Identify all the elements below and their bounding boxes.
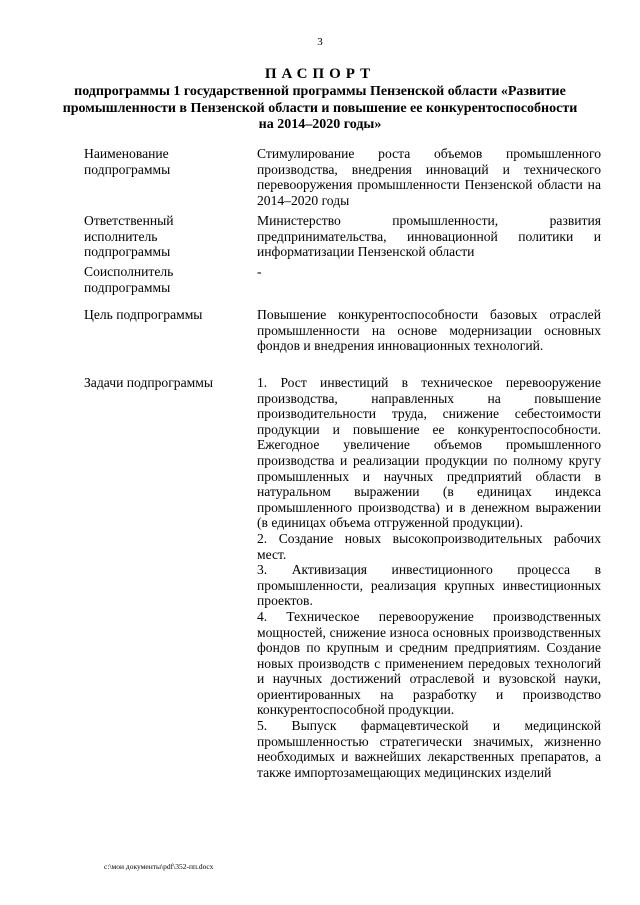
row-label: Цель подпрограммы (84, 307, 203, 322)
subtitle-line-1: подпрограммы 1 государственной программы Пензенской области (74, 84, 498, 99)
page-number: 3 (317, 36, 323, 48)
footer-file-path: c:\мои документы\pdf\352-пп.docx (104, 862, 214, 871)
row-value: Министерство промышленности, развития предпринимательства, инновационной политики и информатизации Пензенской области (257, 213, 601, 260)
subtitle-line-3: конкурентоспособности на 2014–2020 годы» (258, 100, 578, 132)
row-label: Наименование подпрограммы (84, 146, 171, 177)
task-item: 4. Техническое перевооружение производственных мощностей, снижение износа основных производственных фондов по крупным и средним предприятиям. Создание новых производств с применением передовых технологий и научных достижений отраслевой и вузовской науки, ориентированных на разработку и производство конкурентоспособной продукции. (257, 608, 601, 718)
row-value: Стимулирование роста объемов промышленного производства, внедрения инноваций и технического перевооружения промышленности Пензенской области на 2014–2020 годы (257, 146, 601, 208)
task-item: 2. Создание новых высокопроизводительных рабочих мест. (257, 530, 601, 562)
subtitle-line-2: «Развитие промышленности в Пензенской области и повышение ее (62, 84, 566, 116)
row-value: Повышение конкурентоспособности базовых отраслей промышленности на основе модернизации основных фондов и внедрения инновационных технологий. (257, 307, 601, 354)
task-item: 3. Активизация инвестиционного процесса в промышленности, реализация крупных инвестиционных проектов. (257, 562, 601, 609)
document-title: ПАСПОРТ (264, 66, 376, 82)
task-item: 5. Выпуск фармацевтической и медицинской промышленностью стратегически значимых, жизненно необходимых и важнейших лекарственных препаратов, а также импортозамещающих медицинских изделий (257, 718, 601, 780)
document-subtitle (60, 84, 580, 134)
row-label: Соисполнитель подпрограммы (84, 264, 174, 295)
tasks-list (257, 375, 601, 780)
row-label: Ответственный исполнитель подпрограммы (84, 213, 174, 260)
row-label: Задачи подпрограммы (84, 375, 213, 390)
row-value: - (257, 264, 262, 279)
task-item: 1. Рост инвестиций в техническое перевооружение производства, направленных на повышение производительности труда, снижение себестоимости продукции и повышение ее конкурентоспособности. Ежегодное увеличение объемов промышленного производства и реализации продукции по полному кругу промышленных и научных предприятий области в натуральном выражении (в единицах индекса промышленного производства) и в денежном выражении (в единицах объема отгруженной продукции). (257, 375, 601, 531)
